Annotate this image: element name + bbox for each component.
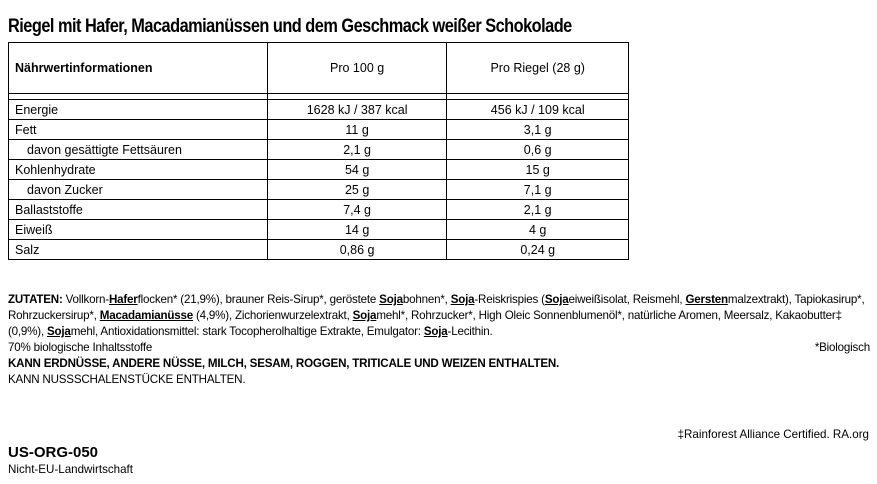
value-per-bar: 0,6 g <box>447 140 629 160</box>
allergen-highlight: Soja <box>379 293 403 306</box>
ingredient-text: -Lecithin. <box>447 325 493 338</box>
value-per-100g: 14 g <box>267 220 447 240</box>
allergen-highlight: Gersten <box>685 293 728 306</box>
allergen-highlight: Soja <box>352 309 377 322</box>
value-per-bar: 4 g <box>447 220 629 240</box>
allergen-highlight: Soja <box>450 293 475 306</box>
product-title: Riegel mit Hafer, Macadamianüssen und dem Geschmack weißer Schokolade <box>8 16 572 37</box>
value-per-100g: 0,86 g <box>267 240 447 260</box>
organic-cert-code: US-ORG-050 <box>8 444 99 461</box>
nutrient-name: Fett <box>9 120 268 140</box>
allergen-warning: KANN ERDNÜSSE, ANDERE NÜSSE, MILCH, SESAM, ROGGEN, TRITICALE UND WEIZEN ENTHALTEN. <box>8 357 560 370</box>
allergen-highlight: Hafer <box>108 293 138 306</box>
value-per-100g: 1628 kJ / 387 kcal <box>267 100 447 120</box>
ingredient-text: (4,9%), Zichorienwurzelextrakt, <box>192 309 353 322</box>
ingredient-text: bohnen*, <box>402 293 451 306</box>
ingredient-text: mehl, Antioxidationsmittel: stark Tocopherolhaltige Extrakte, Emulgator: <box>70 325 424 338</box>
allergen-highlight: Soja <box>423 325 448 338</box>
table-row <box>9 140 629 160</box>
table-header-row <box>9 43 629 94</box>
ingredient-text: mehl*, Rohrzucker*, High Oleic Sonnenblumenöl*, natürliche Aromen, Meersalz, Kakaobutter‡ (0,9%), <box>8 309 842 338</box>
allergen-highlight: Soja <box>544 293 569 306</box>
value-per-100g: 25 g <box>267 180 447 200</box>
value-per-100g: 2,1 g <box>267 140 447 160</box>
ingredient-text: Vollkorn- <box>62 293 109 306</box>
value-per-100g: 54 g <box>267 160 447 180</box>
ingredients-label: ZUTATEN: <box>8 293 63 306</box>
ingredient-text: flocken* (21,9%), brauner Reis-Sirup*, geröstete <box>137 293 380 306</box>
value-per-bar: 0,24 g <box>447 240 629 260</box>
table-row <box>9 240 629 260</box>
ingredients-block <box>8 292 870 388</box>
allergen-highlight: Macadamianüsse <box>99 309 193 322</box>
nutrient-name: Energie <box>9 100 268 120</box>
nutrient-name: Eiweiß <box>9 220 268 240</box>
shell-warning: KANN NUSSSCHALENSTÜCKE ENTHALTEN. <box>8 373 246 386</box>
table-row <box>9 180 629 200</box>
ingredient-text: eiweißisolat, Reismehl, <box>568 293 686 306</box>
table-row <box>9 100 629 120</box>
table-row <box>9 200 629 220</box>
allergen-highlight: Soja <box>47 325 71 338</box>
table-row <box>9 160 629 180</box>
table-row <box>9 220 629 240</box>
organic-share: 70% biologische Inhaltsstoffe <box>8 341 153 354</box>
value-per-bar: 15 g <box>447 160 629 180</box>
ingredients-text <box>8 292 870 340</box>
header-nutrition: Nährwertinformationen <box>9 43 268 94</box>
value-per-100g: 11 g <box>267 120 447 140</box>
value-per-bar: 3,1 g <box>447 120 629 140</box>
nutrient-name: Kohlenhydrate <box>9 160 268 180</box>
nutrient-name: davon gesättigte Fettsäuren <box>9 140 268 160</box>
header-per-bar: Pro Riegel (28 g) <box>447 43 629 94</box>
organic-note: *Biologisch <box>814 341 870 354</box>
value-per-bar: 456 kJ / 109 kcal <box>447 100 629 120</box>
nutrient-name: Salz <box>9 240 268 260</box>
table-row <box>9 120 629 140</box>
ingredient-text: -Reiskrispies ( <box>474 293 545 306</box>
value-per-100g: 7,4 g <box>267 200 447 220</box>
ingredient-text: malzextrakt), Tapiokasirup*, Rohrzuckersirup*, <box>8 293 865 322</box>
organic-row <box>8 340 870 356</box>
nutrient-name: Ballaststoffe <box>9 200 268 220</box>
nutrition-table <box>8 42 629 260</box>
rainforest-note: ‡Rainforest Alliance Certified. RA.org <box>677 428 869 441</box>
value-per-bar: 7,1 g <box>447 180 629 200</box>
header-per-100g: Pro 100 g <box>267 43 447 94</box>
nutrient-name: davon Zucker <box>9 180 268 200</box>
value-per-bar: 2,1 g <box>447 200 629 220</box>
agriculture-origin: Nicht-EU-Landwirtschaft <box>8 463 133 476</box>
